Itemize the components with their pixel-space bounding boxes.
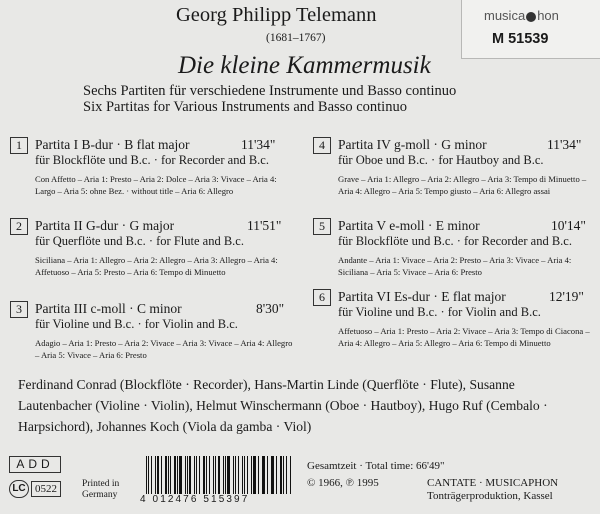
- barcode-bar: [263, 456, 265, 494]
- barcode-bar: [194, 456, 196, 494]
- barcode-bar: [233, 456, 235, 494]
- barcode-bar: [157, 456, 159, 494]
- partita-instruments: für Blockflöte und B.c. · for Recorder and B.c.: [35, 153, 269, 167]
- barcode-bar: [238, 456, 239, 494]
- catalog-number: M 51539: [492, 31, 549, 47]
- barcode-bar: [290, 456, 291, 494]
- add-code-badge: ADD: [9, 456, 61, 473]
- lc-number: 0522: [31, 481, 61, 497]
- barcode-bar: [215, 456, 216, 494]
- barcode: [140, 456, 292, 505]
- barcode-bar: [283, 456, 284, 494]
- barcode-bar: [272, 456, 274, 494]
- partita-duration: 12'19": [549, 289, 584, 304]
- barcode-bar: [170, 456, 171, 494]
- barcode-bar: [209, 456, 210, 494]
- performers-list: Ferdinand Conrad (Blockflöte · Recorder), Hans-Martin Linde (Querflöte · Flute), Susanne Lautenbacher (Violine · Violin), Helmut Winschermann (Oboe · Hautboy), Hugo Ruf (Cembalo · Harpsichord), Johannes Koch (Viola da gamba · Viol): [18, 377, 548, 434]
- partita-instruments: für Querflöte und B.c. · for Flute and B.c.: [35, 234, 244, 248]
- barcode-bar: [185, 456, 186, 494]
- barcode-digits: 4 012476 515397: [140, 494, 250, 505]
- barcode-bar: [271, 456, 272, 494]
- track-number: 1: [10, 137, 28, 154]
- barcode-bar: [187, 456, 188, 494]
- barcode-bar: [165, 456, 167, 494]
- track-number: 6: [313, 289, 331, 306]
- barcode-bar: [267, 456, 268, 494]
- partita-movements: Con Affetto – Aria 1: Presto – Aria 2: Dolce – Aria 3: Vivace – Aria 4: Largo – Aria 5: ohne Bez. · without title – Aria 6: Allegro: [35, 174, 277, 196]
- barcode-bar: [227, 456, 229, 494]
- logo-dot-icon: [526, 12, 536, 22]
- printed-in: Printed in Germany: [82, 479, 120, 500]
- partita-title: Partita VI Es-dur · E flat major: [338, 289, 506, 304]
- partita-duration: 10'14": [551, 218, 586, 233]
- barcode-bar: [223, 456, 224, 494]
- barcode-bar: [235, 456, 236, 494]
- barcode-bar: [168, 456, 169, 494]
- album-title: Die kleine Kammermusik: [178, 52, 431, 79]
- partita-instruments: für Oboe und B.c. · for Hautboy and B.c.: [338, 153, 544, 167]
- barcode-bar: [225, 456, 226, 494]
- musicaphon-logo: musica hon: [484, 8, 559, 23]
- track-number: 3: [10, 301, 28, 318]
- barcode-bar: [213, 456, 215, 494]
- partita-instruments: für Blockflöte und B.c. · for Recorder and B.c.: [338, 234, 572, 248]
- barcode-bar: [244, 456, 245, 494]
- partita-duration: 11'34": [547, 137, 582, 152]
- composer-name: Georg Philipp Telemann: [176, 4, 377, 26]
- partita-movements: Adagio – Aria 1: Presto – Aria 2: Vivace – Aria 3: Vivace – Aria 4: Allegro – Aria 5: Vivace – Aria 6: Presto: [35, 338, 293, 360]
- partita-title: Partita III c-moll · C minor: [35, 301, 182, 316]
- barcode-bar: [218, 456, 220, 494]
- barcode-bar: [251, 456, 253, 494]
- partita-title: Partita II G-dur · G major: [35, 218, 175, 233]
- partita-title: Partita V e-moll · E minor: [338, 218, 480, 233]
- track-number: 2: [10, 218, 28, 235]
- barcode-bar: [148, 456, 150, 494]
- partita-title: Partita I B-dur · B flat major: [35, 137, 190, 152]
- label-code: [9, 480, 61, 498]
- barcode-bar: [161, 456, 162, 494]
- barcode-bar: [196, 456, 197, 494]
- barcode-bar: [174, 456, 176, 494]
- barcode-bar: [242, 456, 244, 494]
- partita-instruments: für Violine und B.c. · for Violin and B.c.: [338, 305, 541, 319]
- barcode-bar: [177, 456, 178, 494]
- barcode-bar: [179, 456, 181, 494]
- barcode-bar: [203, 456, 205, 494]
- barcode-bar: [155, 456, 156, 494]
- barcode-bar: [258, 456, 259, 494]
- composer-dates: (1681–1767): [266, 32, 326, 44]
- barcode-bar: [189, 456, 191, 494]
- barcode-bar: [262, 456, 263, 494]
- barcode-bars: [146, 456, 292, 494]
- barcode-bar: [276, 456, 277, 494]
- partita-movements: Siciliana – Aria 1: Allegro – Aria 2: Allegro – Aria 3: Allegro – Aria 4: Affetuoso – Aria 5: Presto – Aria 6: Tempo di Minuetto: [35, 255, 278, 277]
- barcode-bar: [253, 456, 255, 494]
- barcode-bar: [199, 456, 200, 494]
- partita-duration: 11'51": [247, 218, 282, 233]
- barcode-bar: [206, 456, 207, 494]
- total-time: Gesamtzeit · Total time: 66'49": [307, 460, 445, 472]
- album-subtitle: [83, 83, 456, 115]
- barcode-bar: [280, 456, 282, 494]
- track-number: 4: [313, 137, 331, 154]
- lc-logo: LC: [9, 480, 29, 498]
- barcode-bar: [151, 456, 152, 494]
- partita-movements: Andante – Aria 1: Vivace – Aria 2: Presto – Aria 3: Vivace – Aria 4: Siciliana – Aria 5: Vivace – Aria 6: Presto: [338, 255, 572, 277]
- barcode-bar: [146, 456, 147, 494]
- partita-duration: 11'34": [241, 137, 276, 152]
- partita-movements: Grave – Aria 1: Allegro – Aria 2: Allegro – Aria 3: Tempo di Minuetto – Aria 4: Allegro – Aria 5: Tempo giusto – Aria 6: Allegro assai: [338, 174, 587, 196]
- subtitle-english: Six Partitas for Various Instruments and Basso continuo: [83, 99, 407, 115]
- barcode-bar: [286, 456, 288, 494]
- partita-movements: Affetuoso – Aria 1: Presto – Aria 2: Vivace – Aria 3: Tempo di Ciacona – Aria 4: Allegro – Aria 5: Allegro – Aria 6: Tempo di Minuetto: [338, 326, 590, 348]
- track-number: 5: [313, 218, 331, 235]
- label-box: [461, 0, 600, 59]
- partita-title: Partita IV g-moll · G minor: [338, 137, 487, 152]
- subtitle-german: Sechs Partiten für verschiedene Instrumente und Basso continuo: [83, 83, 457, 99]
- partita-duration: 8'30": [256, 301, 285, 316]
- copyright: © 1966, ℗ 1995: [307, 477, 379, 489]
- barcode-bar: [247, 456, 248, 494]
- partita-instruments: für Violine und B.c. · for Violin and B.c.: [35, 317, 238, 331]
- publisher: CANTATE · MUSICAPHON Tonträgerproduktion, Kassel: [427, 477, 559, 502]
